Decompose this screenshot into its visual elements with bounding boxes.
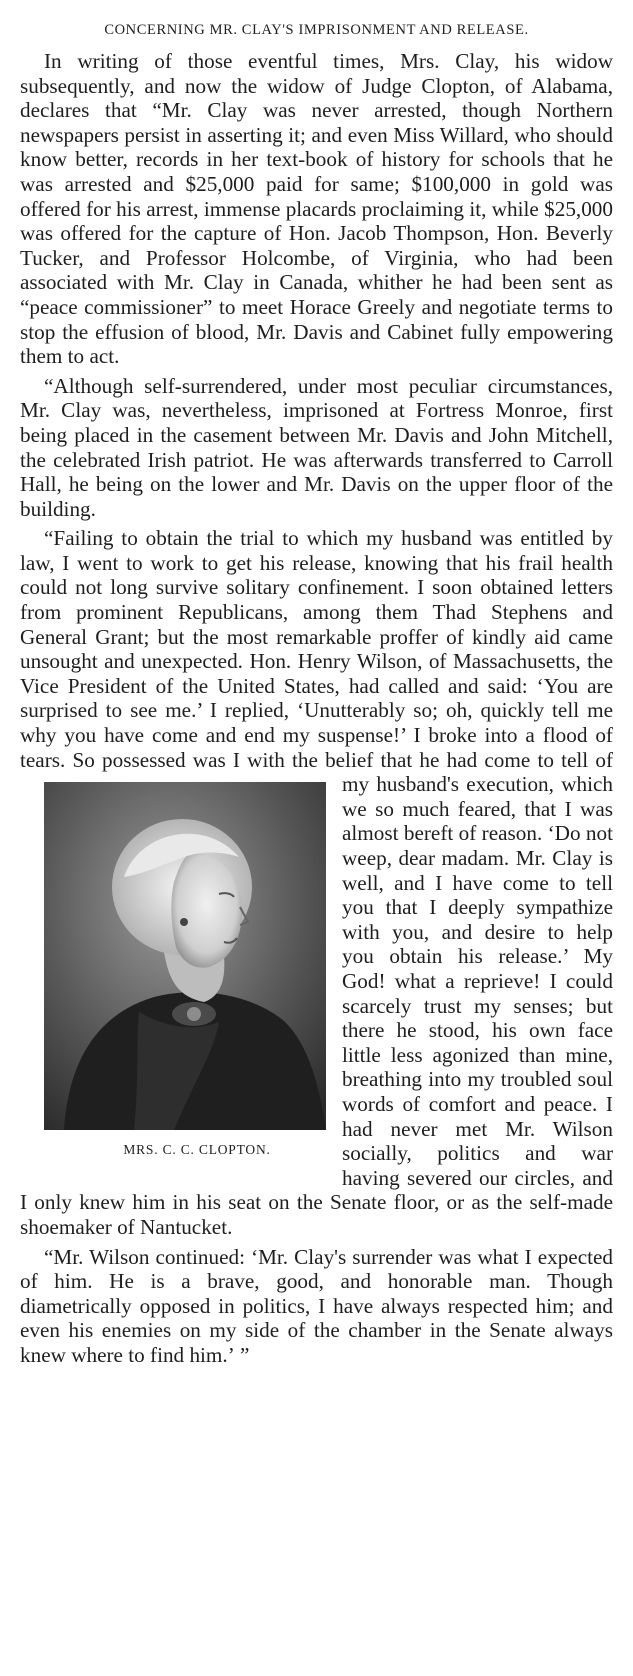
- portrait-figure: [44, 782, 326, 1163]
- paragraph-1: In writing of those eventful times, Mrs. Clay, his widow subsequently, and now the widow of Judge Clopton, of Alabama, declares that “Mr. Clay was never arrested, though Northern newspapers persist in asserting it; and even Miss Willard, who should know better, records in her text-book of history for schools that he was arrested and $25,000 paid for same; $100,000 in gold was offered for his arrest, immense placards proclaiming it, while $25,000 was offered for the capture of Hon. Jacob Thompson, Hon. Beverly Tucker, and Professor Holcombe, of Virginia, who had been associated with Mr. Clay in Canada, whither he had been sent as “peace commissioner” to meet Horace Greely and negotiate terms to stop the effusion of blood, Mr. Davis and Cabinet fully empowering them to act.: [20, 49, 613, 369]
- running-head: CONCERNING MR. CLAY'S IMPRISONMENT AND RELEASE.: [104, 22, 529, 38]
- paragraph-3-lead: “Failing to obtain the trial to which my husband was entitled by law, I went to work to get his release, knowing that his frail health could not long survive solitary confinement. I soon obtained letters from prominent Republicans, among them Thad Stephens and General Grant; but the most remarkable proffer of kindly aid came unsought and unexpected. Hon. Henry Wilson, of Massachusetts, the Vice President of the United States, had called and said: ‘You are surprised to see me.’ I replied, ‘Unutterably so; oh, quickly tell me why you have come and end my suspense!’ I broke into a flood of tears. So possessed was I with the belief that he had come to tell of my husband's execution, which: [20, 526, 613, 797]
- paragraph-3-wrap: we so much feared, that I was almost bereft of reason. ‘Do not weep, dear madam. Mr. Clay is well, and I have come to tell you that I deeply sympathize with you, and desire to help you obtain his release.’ My God! what a reprieve! I could scarcely trust my senses; but there he stood, his own face little less agonized than mine, breathing into my troubled soul words of comfort and peace. I had never met Mr. Wilson socially, politics and war having severed our circles, and I only knew him in his seat on the Senate floor, or as the self-made shoemaker of Nantucket.: [20, 796, 613, 1239]
- paragraph-3: [20, 526, 613, 1239]
- portrait-caption: MRS. C. C. CLOPTON.: [123, 1142, 271, 1158]
- paragraph-2: “Although self-surrendered, under most peculiar circumstances, Mr. Clay was, nevertheless, imprisoned at Fortress Monroe, first being placed in the casement between Mr. Davis and John Mitchell, the celebrated Irish patriot. He was afterwards transferred to Carroll Hall, he being on the lower and Mr. Davis on the upper floor of the building.: [20, 373, 613, 521]
- portrait-photo-icon: [44, 782, 326, 1130]
- paragraph-4: “Mr. Wilson continued: ‘Mr. Clay's surrender was what I expected of him. He is a brave, good, and honorable man. Though diametrically opposed in politics, I have always respected him; and even his enemies on my side of the chamber in the Senate always knew where to find him.’ ”: [20, 1244, 613, 1367]
